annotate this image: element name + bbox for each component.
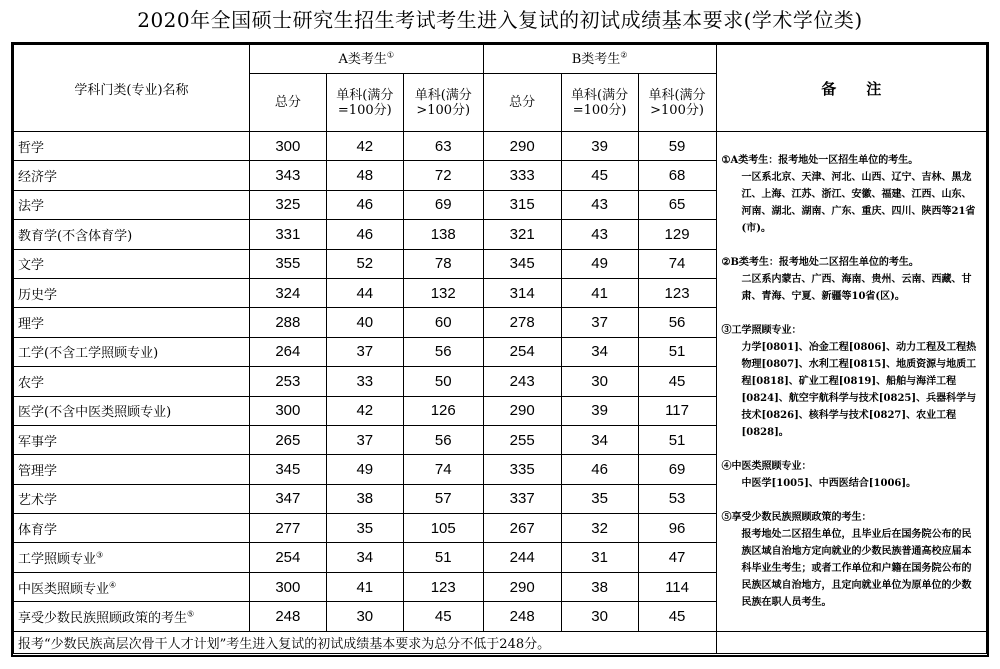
b-single-100-cell: 46 — [561, 455, 638, 484]
b-total-cell: 337 — [483, 484, 561, 513]
a-single-gt100-cell: 56 — [403, 337, 483, 366]
a-single-100-cell: 33 — [326, 367, 403, 396]
b-single-gt100-cell: 74 — [638, 249, 716, 278]
a-total-cell: 265 — [249, 425, 326, 454]
a-single-gt100-cell: 45 — [403, 602, 483, 631]
subject-name-cell: 艺术学 — [14, 484, 250, 513]
a-single-100-cell: 30 — [326, 602, 403, 631]
b-total-header: 总分 — [483, 74, 561, 132]
b-total-cell: 290 — [483, 396, 561, 425]
b-single-gt100-cell: 96 — [638, 514, 716, 543]
remark-note-body: 力学[0801]、冶金工程[0806]、动力工程及工程热物理[0807]、水利工程[0815]、地质资源与地质工程[0818]、矿业工程[0819]、船舶与海洋工程[0824]、航空宇航科学与技术[0825]、兵器科学与技术[0826]、核科学与技术[0827]、农业工程[0828]。 — [741, 342, 977, 438]
a-single-100-cell: 46 — [326, 220, 403, 249]
score-table — [13, 44, 987, 654]
a-total-cell: 300 — [249, 572, 326, 601]
b-total-cell: 314 — [483, 278, 561, 307]
a-total-header: 总分 — [249, 74, 326, 132]
b-total-cell: 333 — [483, 161, 561, 190]
footnote-text: 报考“少数民族高层次骨干人才计划”考生进入复试的初试成绩基本要求为总分不低于248分。 — [14, 631, 717, 653]
b-total-cell: 244 — [483, 543, 561, 572]
b-total-cell: 278 — [483, 308, 561, 337]
b-single-gt100-cell: 65 — [638, 190, 716, 219]
b-single-100-cell: 38 — [561, 572, 638, 601]
a-single-gt100-cell: 69 — [403, 190, 483, 219]
a-single-100-header: 单科(满分=100分) — [326, 74, 403, 132]
remarks-header: 备注 — [716, 45, 987, 132]
b-single-gt100-cell: 45 — [638, 367, 716, 396]
b-total-cell: 290 — [483, 132, 561, 161]
remark-note-body: 一区系北京、天津、河北、山西、辽宁、吉林、黑龙江、上海、江苏、浙江、安徽、福建、江西、山东、河南、湖北、湖南、广东、重庆、四川、陕西等21省(市)。 — [741, 172, 976, 234]
document-title: 2020年全国硕士研究生招生考试考生进入复试的初试成绩基本要求(学术学位类) — [137, 8, 863, 32]
remarks-notes — [716, 132, 987, 632]
group-b-header: B类考生② — [483, 45, 716, 74]
footnote-marker: ④ — [109, 580, 117, 590]
b-single-gt100-cell: 45 — [638, 602, 716, 631]
remark-note-body: 中医学[1005]、中西医结合[1006]。 — [741, 478, 917, 489]
b-single-100-cell: 30 — [561, 602, 638, 631]
table-row — [14, 132, 987, 161]
b-single-100-cell: 31 — [561, 543, 638, 572]
b-single-100-cell: 34 — [561, 337, 638, 366]
score-table-frame — [11, 42, 989, 657]
b-single-100-cell: 35 — [561, 484, 638, 513]
a-single-100-cell: 49 — [326, 455, 403, 484]
a-single-gt100-cell: 138 — [403, 220, 483, 249]
a-single-100-cell: 38 — [326, 484, 403, 513]
subject-name-cell: 经济学 — [14, 161, 250, 190]
b-total-cell: 321 — [483, 220, 561, 249]
b-single-gt100-cell: 53 — [638, 484, 716, 513]
a-single-100-cell: 34 — [326, 543, 403, 572]
footnote-marker: ⑤ — [187, 609, 195, 619]
b-total-cell: 243 — [483, 367, 561, 396]
subject-name-cell: 历史学 — [14, 278, 250, 307]
remarks-blank-cell — [716, 631, 987, 653]
a-single-gt100-cell: 72 — [403, 161, 483, 190]
remark-note-body: 报考地处二区招生单位，且毕业后在国务院公布的民族区域自治地方定向就业的少数民族普通高校应届本科毕业生考生；或者工作单位和户籍在国务院公布的民族区域自治地方，且定向就业单位为原单位的少数民族在职人员考生。 — [741, 529, 972, 608]
subject-name-cell: 中医类照顾专业④ — [14, 572, 250, 601]
a-single-100-cell: 42 — [326, 396, 403, 425]
b-total-cell: 267 — [483, 514, 561, 543]
remark-note-head: ④中医类照顾专业： — [721, 461, 812, 472]
a-total-cell: 248 — [249, 602, 326, 631]
b-single-100-cell: 34 — [561, 425, 638, 454]
a-single-gt100-cell: 51 — [403, 543, 483, 572]
a-single-gt100-cell: 74 — [403, 455, 483, 484]
b-single-gt100-cell: 47 — [638, 543, 716, 572]
a-single-gt100-cell: 132 — [403, 278, 483, 307]
a-single-100-cell: 37 — [326, 425, 403, 454]
remark-note — [722, 458, 982, 492]
a-single-gt100-cell: 126 — [403, 396, 483, 425]
b-single-gt100-cell: 129 — [638, 220, 716, 249]
subject-name-cell: 教育学(不含体育学) — [14, 220, 250, 249]
subject-name-cell: 农学 — [14, 367, 250, 396]
a-total-cell: 253 — [249, 367, 326, 396]
a-total-cell: 277 — [249, 514, 326, 543]
a-single-100-cell: 46 — [326, 190, 403, 219]
b-single-100-cell: 30 — [561, 367, 638, 396]
a-total-cell: 343 — [249, 161, 326, 190]
subject-name-cell: 体育学 — [14, 514, 250, 543]
remark-note-head: ②B类考生：报考地处二区招生单位的考生。 — [721, 257, 919, 268]
b-single-gt100-cell: 123 — [638, 278, 716, 307]
remark-note-head: ③工学照顾专业： — [721, 325, 802, 336]
a-single-gt100-cell: 60 — [403, 308, 483, 337]
remark-note — [722, 509, 982, 611]
b-single-gt100-cell: 59 — [638, 132, 716, 161]
a-total-cell: 324 — [249, 278, 326, 307]
b-single-gt100-cell: 117 — [638, 396, 716, 425]
b-single-100-cell: 43 — [561, 220, 638, 249]
a-single-100-cell: 41 — [326, 572, 403, 601]
remark-note-head: ①A类考生：报考地处一区招生单位的考生。 — [721, 155, 919, 166]
b-single-100-cell: 39 — [561, 132, 638, 161]
a-total-cell: 288 — [249, 308, 326, 337]
remark-note — [722, 322, 982, 441]
a-total-cell: 355 — [249, 249, 326, 278]
b-total-cell: 254 — [483, 337, 561, 366]
b-single-100-header: 单科(满分=100分) — [561, 74, 638, 132]
b-total-cell: 290 — [483, 572, 561, 601]
b-total-cell: 248 — [483, 602, 561, 631]
a-single-gt100-cell: 57 — [403, 484, 483, 513]
b-single-100-cell: 43 — [561, 190, 638, 219]
a-total-cell: 347 — [249, 484, 326, 513]
a-single-100-cell: 48 — [326, 161, 403, 190]
b-single-100-cell: 39 — [561, 396, 638, 425]
a-total-cell: 300 — [249, 132, 326, 161]
remark-note-head: ⑤享受少数民族照顾政策的考生： — [721, 512, 872, 523]
a-single-gt100-cell: 78 — [403, 249, 483, 278]
subject-name-cell: 工学(不含工学照顾专业) — [14, 337, 250, 366]
remark-note — [722, 152, 982, 237]
b-single-gt100-cell: 69 — [638, 455, 716, 484]
b-total-cell: 335 — [483, 455, 561, 484]
group-a-header: A类考生① — [249, 45, 483, 74]
footnote-marker: ③ — [96, 550, 104, 560]
subject-name-cell: 医学(不含中医类照顾专业) — [14, 396, 250, 425]
a-single-100-cell: 42 — [326, 132, 403, 161]
a-single-100-cell: 35 — [326, 514, 403, 543]
a-single-gt100-header: 单科(满分>100分) — [403, 74, 483, 132]
b-single-100-cell: 45 — [561, 161, 638, 190]
b-total-cell: 345 — [483, 249, 561, 278]
b-total-cell: 255 — [483, 425, 561, 454]
subject-column-header: 学科门类(专业)名称 — [14, 45, 250, 132]
b-single-100-cell: 41 — [561, 278, 638, 307]
b-single-100-cell: 32 — [561, 514, 638, 543]
subject-name-cell: 文学 — [14, 249, 250, 278]
b-single-gt100-cell: 51 — [638, 425, 716, 454]
b-single-gt100-header: 单科(满分>100分) — [638, 74, 716, 132]
footnote-row — [14, 631, 987, 653]
b-single-100-cell: 49 — [561, 249, 638, 278]
a-single-100-cell: 44 — [326, 278, 403, 307]
a-single-gt100-cell: 123 — [403, 572, 483, 601]
a-total-cell: 300 — [249, 396, 326, 425]
a-single-gt100-cell: 105 — [403, 514, 483, 543]
a-total-cell: 331 — [249, 220, 326, 249]
a-total-cell: 325 — [249, 190, 326, 219]
b-single-gt100-cell: 56 — [638, 308, 716, 337]
remark-note-body: 二区系内蒙古、广西、海南、贵州、云南、西藏、甘肃、青海、宁夏、新疆等10省(区)。 — [741, 274, 972, 302]
subject-name-cell: 法学 — [14, 190, 250, 219]
subject-name-cell: 理学 — [14, 308, 250, 337]
subject-name-cell: 军事学 — [14, 425, 250, 454]
a-single-gt100-cell: 63 — [403, 132, 483, 161]
a-single-100-cell: 40 — [326, 308, 403, 337]
b-single-gt100-cell: 114 — [638, 572, 716, 601]
a-single-100-cell: 37 — [326, 337, 403, 366]
subject-name-cell: 享受少数民族照顾政策的考生⑤ — [14, 602, 250, 631]
a-single-gt100-cell: 50 — [403, 367, 483, 396]
a-single-gt100-cell: 56 — [403, 425, 483, 454]
subject-name-cell: 哲学 — [14, 132, 250, 161]
b-single-gt100-cell: 68 — [638, 161, 716, 190]
b-total-cell: 315 — [483, 190, 561, 219]
b-single-gt100-cell: 51 — [638, 337, 716, 366]
subject-name-cell: 工学照顾专业③ — [14, 543, 250, 572]
remark-note — [722, 254, 982, 305]
subject-name-cell: 管理学 — [14, 455, 250, 484]
a-total-cell: 254 — [249, 543, 326, 572]
a-single-100-cell: 52 — [326, 249, 403, 278]
a-total-cell: 264 — [249, 337, 326, 366]
b-single-100-cell: 37 — [561, 308, 638, 337]
a-total-cell: 345 — [249, 455, 326, 484]
